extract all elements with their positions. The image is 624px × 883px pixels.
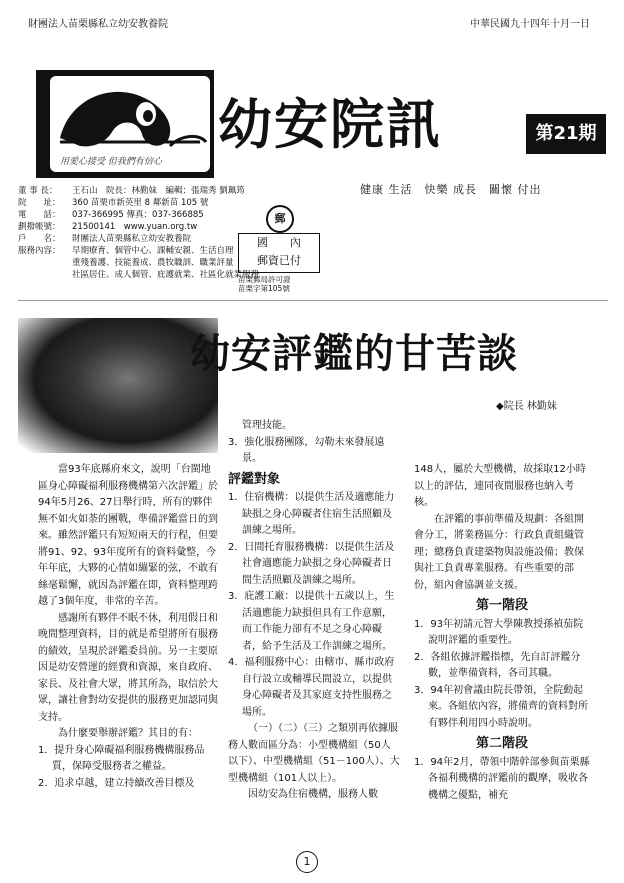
list-item: 2．各組依據評鑑指標，先自訂評鑑分數，並準備資料，各司其職。	[414, 651, 581, 679]
paragraph: 當93年底縣府來文，說明「台閩地區身心障礙福利服務機構第六次評鑑」於94年5月26、27日舉行時，所有的夥伴無不如火如荼的團戰，準備評鑑當日的到來。雖然評鑑只有短短兩天的行程，但要將91、92、93年度所有的資料彙整，今年年底，大夥的心情如繃緊的弦，不敢有絲毫鬆懈，就因為評鑑在即，資料整理跨越了3個年度，非常的辛苦。	[38, 464, 218, 607]
section-heading: 第一階段	[475, 598, 528, 613]
title-area	[214, 70, 606, 178]
list-item: 3．庇護工廠：以提供十五歲以上，生活適應能力缺損但具有工作意願，而工作能力卻有不足之身心障礙者，給予生活及工作訓練之場所。	[228, 591, 395, 652]
postage-note: 苗栗郵局許可證 苗栗字第105號	[238, 275, 291, 293]
list-item: 3．強化服務團隊，勾勒未來發展遠景。	[228, 436, 385, 464]
article-byline: ◆院長 林勤妹	[496, 401, 557, 412]
list-item: 1．94年2月，帶領中階幹部參與苗栗縣各福利機構的評鑑前的觀摩，吸收各機構之優點，補充	[414, 756, 590, 801]
info-row: 電 話： 037-366995 傳真：037-366885	[18, 210, 204, 220]
info-row: 服務內容： 早期療育、個管中心、課輔安親、生活自理	[18, 246, 234, 256]
postage-box: 國 內 郵資已付	[238, 233, 320, 273]
section-heading: 第二階段	[475, 736, 528, 751]
issue-date: 中華民國九十四年十月一日	[470, 19, 590, 30]
list-item: 1．93年初請元智大學陳教授孫禎茄院說明評鑑的重要性。	[414, 618, 584, 646]
article-column-1	[38, 462, 218, 792]
newsletter-title: 幼安院訊	[218, 92, 442, 156]
article-photo	[18, 318, 218, 453]
article-column-2	[228, 418, 400, 804]
list-item: 1．提升身心障礙福利服務機構服務品質，保障受服務者之權益。	[38, 744, 205, 772]
paragraph: 感謝所有夥伴不眠不休，利用假日和晚間整理資料，目的就是希望將所有服務的績效，呈現於評鑑委員前。另一主要原因是幼安營運的經費和資源，來自政府、家長、及社會大眾，將其所為，取信於大眾，讓社會對幼安提供的服務更加認同與支持。	[38, 612, 218, 723]
page-number: 1	[296, 851, 318, 873]
list-continuation: 管理技能。	[242, 420, 292, 431]
postal-seal-icon: 郵	[266, 205, 294, 233]
info-row: 社區居住、成人個管、庇護就業、社區化就業服務	[72, 270, 260, 280]
info-row: 劃撥帳號： 21500141 www.yuan.org.tw	[18, 222, 198, 232]
article-column-3	[414, 462, 590, 804]
issue-number: 第21期	[526, 114, 606, 154]
logo	[50, 76, 210, 172]
org-name: 財團法人苗栗縣私立幼安教養院	[28, 19, 168, 30]
paragraph: 為什麼要舉辦評鑑？其目的有：	[58, 728, 198, 739]
divider	[18, 300, 608, 301]
list-item: 3．94年初會議由院長帶領，全院動起來。各組依內容，將備齊的資料對所有夥伴利用四小時說明。	[414, 684, 588, 729]
article-headline: 幼安評鑑的甘苦談	[190, 330, 518, 377]
paragraph: 因幼安為住宿機構，服務人數	[248, 789, 378, 800]
paragraph: 148人，屬於大型機構，故採取12小時以上的評估，連同夜間服務也納入考核。	[414, 464, 586, 508]
list-item: 2．日間托育服務機構：以提供生活及社會適應能力缺損之身心障礙者日間生活照顧及訓練之場所。	[228, 541, 395, 586]
masthead-banner	[36, 70, 606, 178]
list-item: 1．住宿機構：以提供生活及適應能力缺損之身心障礙者住宿生活照顧及訓練之場所。	[228, 492, 395, 536]
info-row: 董 事 長： 王石山 院長：林勤妹 編輯：張瑞秀 劉珮筠	[18, 186, 245, 196]
paragraph: （一）（二）（三）之類別再依據服務人數而區分為：小型機構組（50人以下）、中型機構組（51－100人）、大型機構組（101人以上）。	[228, 723, 400, 784]
banner-motto: 用愛心接受 但我們有信心	[60, 157, 162, 167]
info-row: 院 址： 360 苗栗市新英里 8 鄰新苗 105 號	[18, 198, 209, 208]
list-item: 2．追求卓越，建立持續改善目標及	[38, 777, 195, 789]
paragraph: 在評鑑的事前準備及規劃：各組開會分工，將業務區分：行政負責組織管理；總務負責建築物與設施設備；教保與社工負責專業服務。有些重要的部份，組內會協調並支援。	[414, 513, 584, 591]
postage-paid-mark	[238, 205, 348, 291]
section-heading: 評鑑對象	[228, 471, 281, 487]
info-row: 重殘養護、技能養成、農牧職訓、職業評量	[72, 258, 234, 268]
slogan: 健康 生活 快樂 成長 關懷 付出	[360, 183, 542, 196]
info-row: 戶 名： 財團法人苗栗縣私立幼安教養院	[18, 234, 192, 244]
list-item: 4．福利服務中心：由轄市、縣市政府自行設立或輔導民間設立，以提供身心障礙者及其家庭支持性服務之場所。	[228, 657, 395, 718]
